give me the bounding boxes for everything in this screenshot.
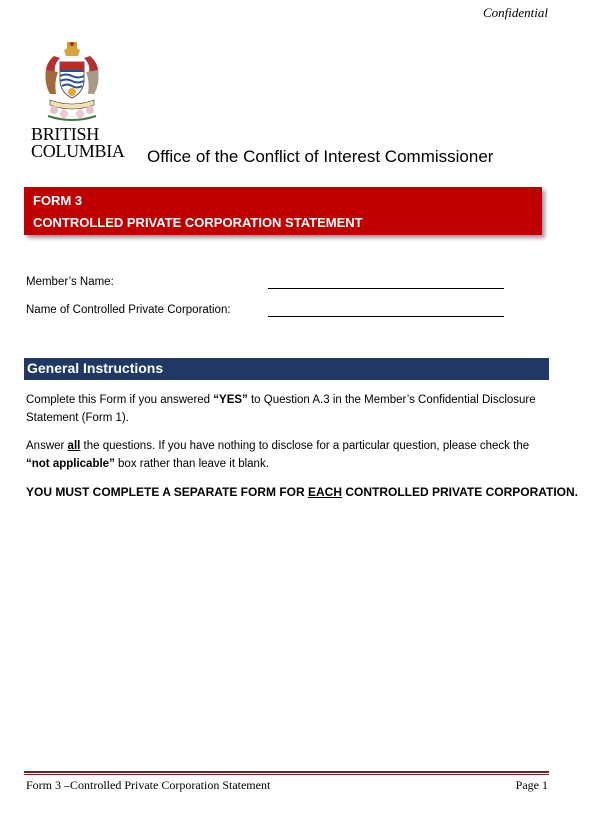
footer-rule-thin — [24, 774, 549, 775]
corporation-name-label: Name of Controlled Private Corporation: — [26, 304, 231, 316]
british-columbia-wordmark — [31, 126, 125, 160]
form-banner — [24, 187, 542, 235]
members-name-label: Member’s Name: — [26, 276, 114, 288]
members-name-field[interactable] — [268, 288, 504, 289]
form-title: CONTROLLED PRIVATE CORPORATION STATEMENT — [33, 215, 363, 230]
footer-rule — [24, 771, 549, 773]
section-heading: General Instructions — [27, 360, 164, 376]
instruction-paragraph-2: Answer all the questions. If you have nothing to disclose for a particular question, please check the “not applicable” box rather than leave it blank. — [26, 440, 530, 470]
separate-form-notice: YOU MUST COMPLETE A SEPARATE FORM FOR EACH CONTROLLED PRIVATE CORPORATION. — [26, 485, 579, 499]
wordmark-line1: BRITISH — [31, 124, 99, 144]
office-title: Office of the Conflict of Interest Commissioner — [147, 147, 494, 166]
wordmark-line2: COLUMBIA — [31, 141, 125, 161]
footer-form-title: Form 3 –Controlled Private Corporation Statement — [26, 778, 271, 792]
page-number: Page 1 — [515, 778, 548, 792]
corporation-name-field[interactable] — [268, 316, 504, 317]
instruction-paragraph-1: Complete this Form if you answered “YES” to Question A.3 in the Member’s Confidential Disclosure Statement (Form 1). — [26, 394, 536, 424]
general-instructions-header — [24, 358, 549, 380]
form-number: FORM 3 — [33, 193, 83, 208]
confidential-label: Confidential — [483, 5, 548, 20]
bc-coat-of-arms-logo — [40, 40, 104, 122]
